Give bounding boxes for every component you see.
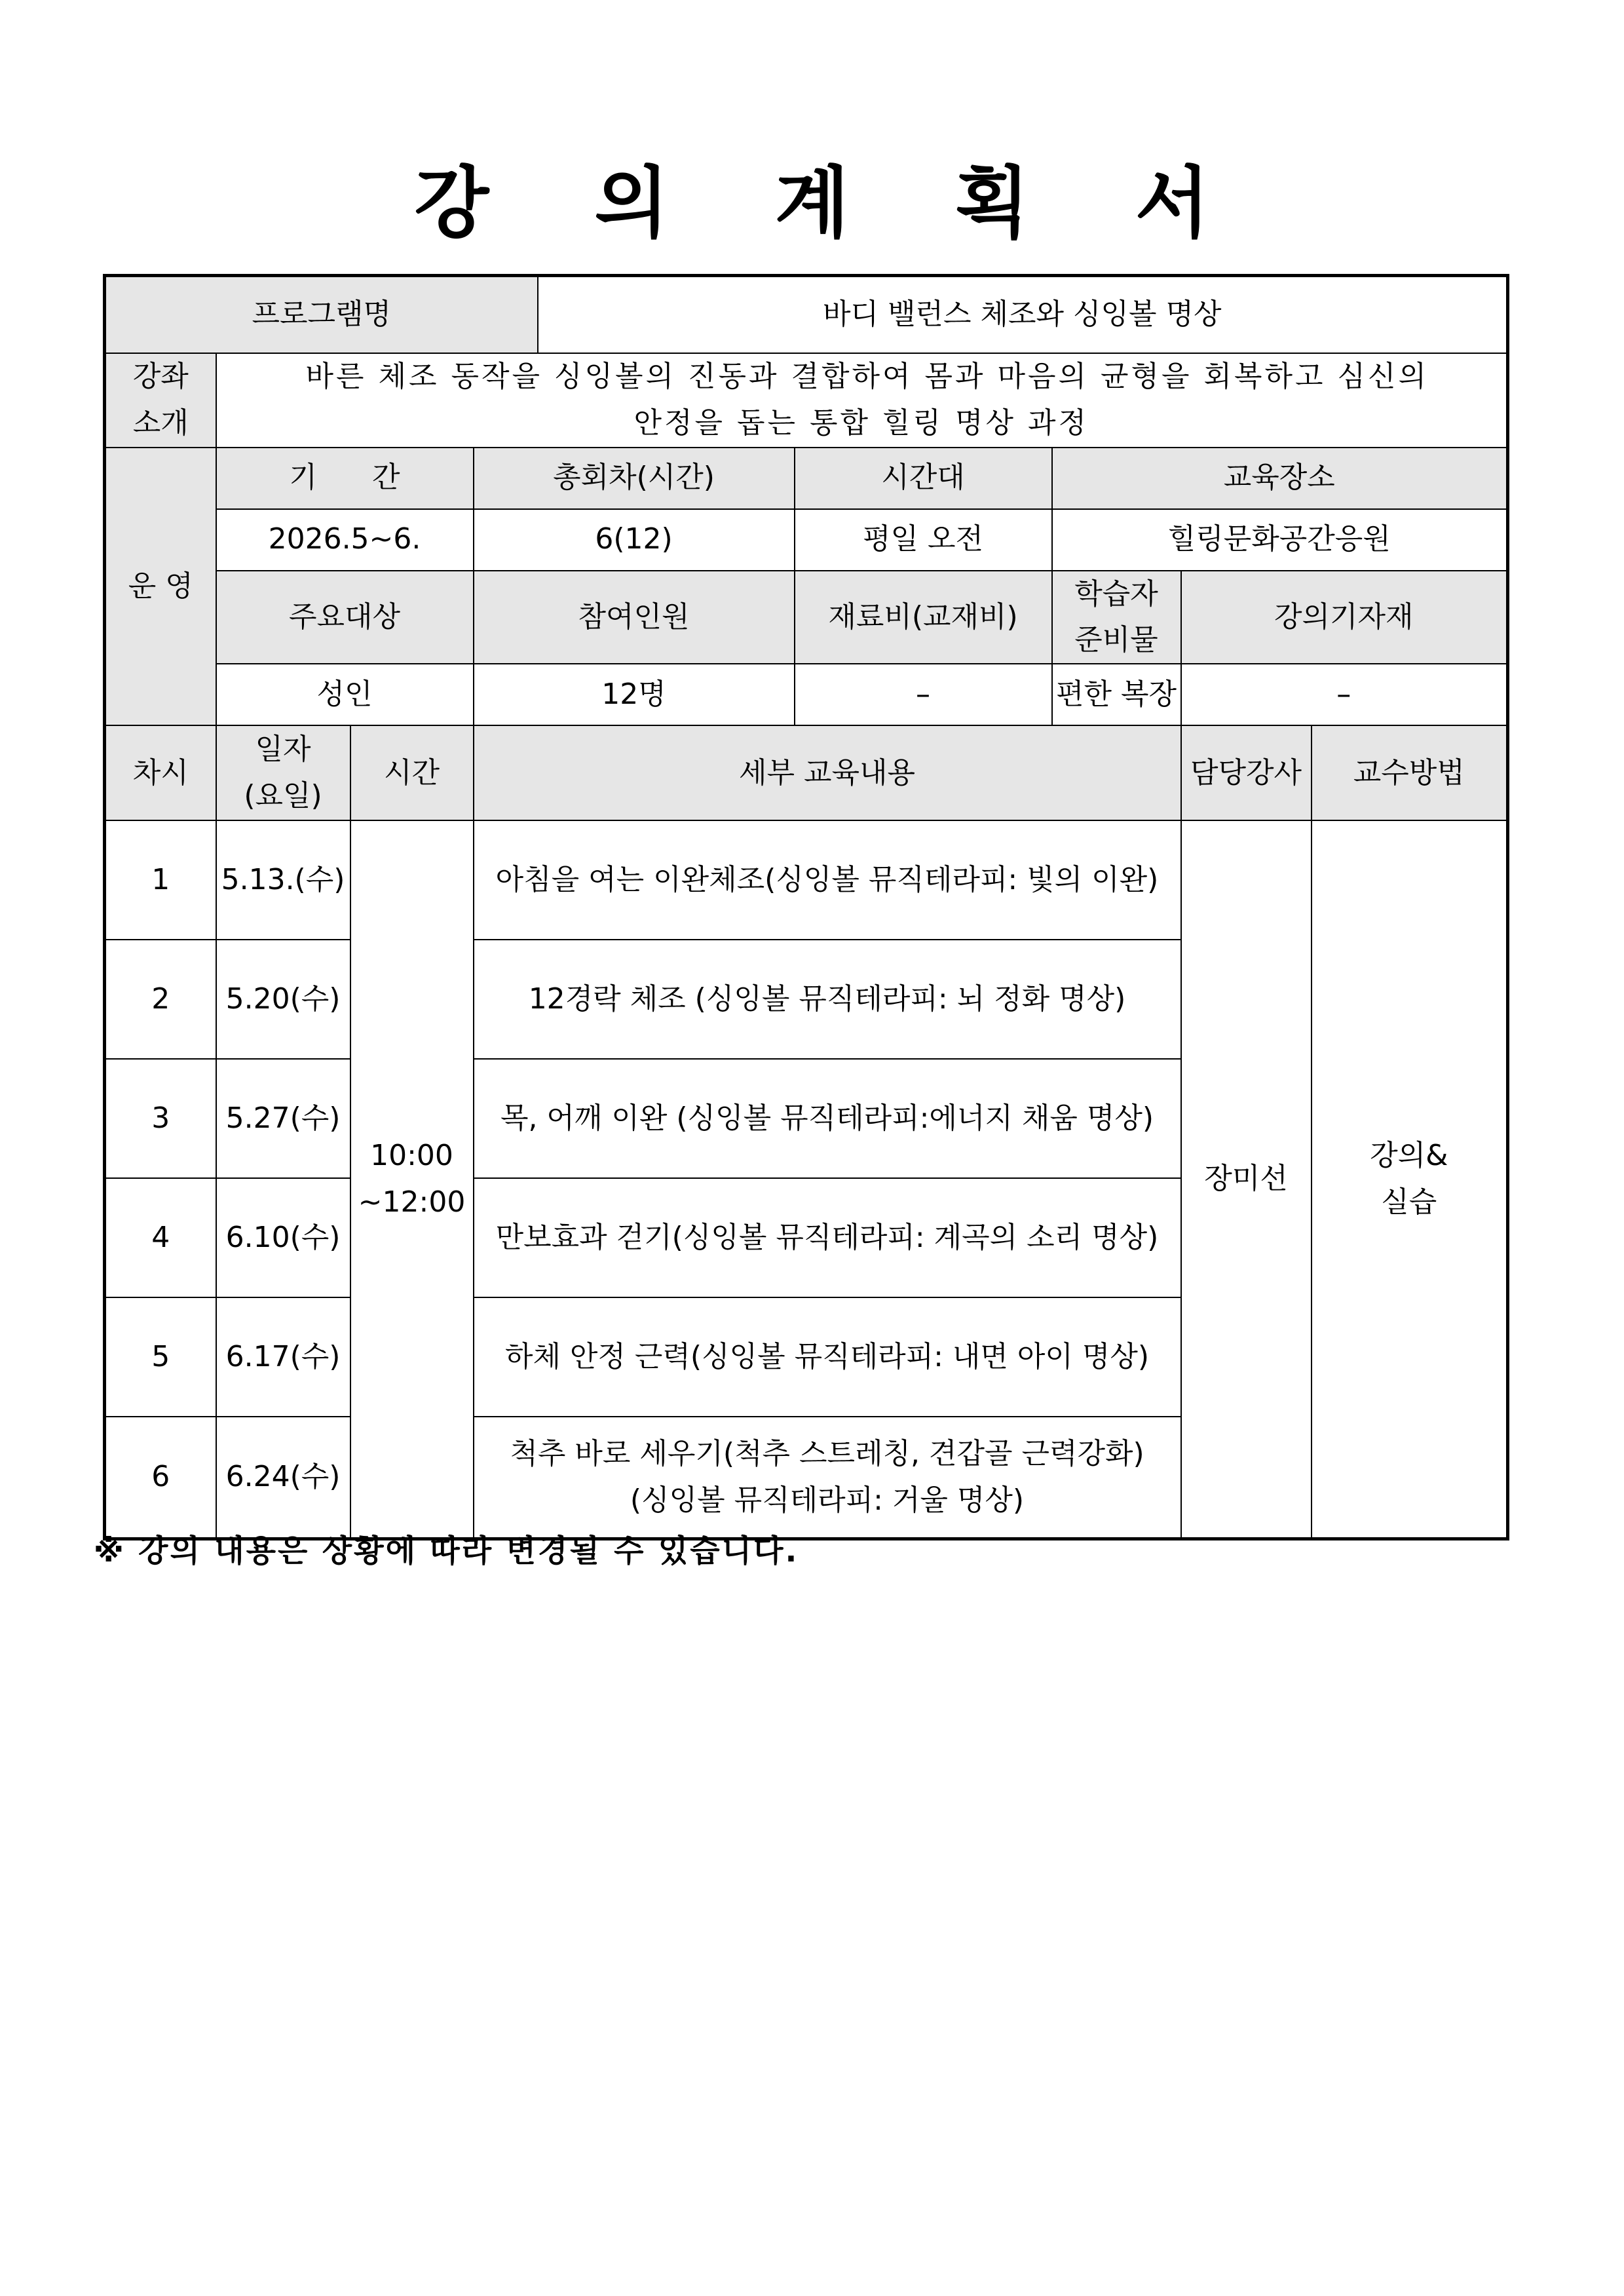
session-date: 6.10(수) (216, 1178, 350, 1297)
session-date: 6.17(수) (216, 1297, 350, 1417)
lecture-plan-table (103, 274, 1509, 1540)
teaching-method (1312, 820, 1508, 1539)
date-header-line2: (요일) (244, 778, 322, 813)
session-time (350, 820, 474, 1539)
equipment-header: 강의기자재 (1181, 571, 1508, 664)
session-number: 6 (105, 1417, 216, 1539)
operation-header-row-2 (105, 571, 1508, 664)
target-value: 성인 (216, 664, 474, 725)
session-number: 3 (105, 1059, 216, 1178)
total-sessions-value: 6(12) (474, 509, 795, 571)
target-header: 주요대상 (216, 571, 474, 664)
operation-value-row-2 (105, 664, 1508, 725)
intro-label-line1: 강좌 (132, 360, 189, 394)
period-header: 기 간 (216, 448, 474, 509)
session-number: 2 (105, 940, 216, 1059)
document-title: 강 의 계 획 서 (414, 158, 1249, 248)
total-sessions-header: 총회차(시간) (474, 448, 795, 509)
session-number: 1 (105, 820, 216, 940)
teaching-method-line2: 실습 (1381, 1185, 1437, 1219)
equipment-value: – (1181, 664, 1508, 725)
program-row (105, 276, 1508, 353)
session-header: 차시 (105, 725, 216, 820)
period-value: 2026.5~6. (216, 509, 474, 571)
participants-header: 참여인원 (474, 571, 795, 664)
learner-supplies-header: 학습자 준비물 (1052, 571, 1181, 664)
learner-supplies-value: 편한 복장 (1052, 664, 1181, 725)
operation-value-row-1 (105, 509, 1508, 571)
participants-value: 12명 (474, 664, 795, 725)
material-fee-value: – (795, 664, 1052, 725)
session-content: 하체 안정 근력(싱잉볼 뮤직테라피: 내면 아이 명상) (474, 1297, 1181, 1417)
schedule-header-row (105, 725, 1508, 820)
table-row (105, 820, 1508, 940)
footnote: ※ 강의 내용은 상황에 따라 변경될 수 있습니다. (94, 1533, 799, 1569)
date-header (216, 725, 350, 820)
instructor-header: 담당강사 (1181, 725, 1312, 820)
session-number: 5 (105, 1297, 216, 1417)
venue-value: 힐링문화공간응원 (1052, 509, 1508, 571)
intro-label-line2: 소개 (132, 406, 189, 440)
session-date: 5.13.(수) (216, 820, 350, 940)
operation-header-row-1 (105, 448, 1508, 509)
instructor-name: 장미선 (1181, 820, 1312, 1539)
time-slot-header: 시간대 (795, 448, 1052, 509)
intro-label (105, 353, 216, 448)
session-number: 4 (105, 1178, 216, 1297)
teaching-method-line1: 강의& (1370, 1139, 1448, 1173)
session-content: 12경락 체조 (싱잉볼 뮤직테라피: 뇌 정화 명상) (474, 940, 1181, 1059)
session-date: 5.20(수) (216, 940, 350, 1059)
intro-line2: 안정을 돕는 통합 힐링 명상 과정 (633, 406, 1089, 440)
session-date: 5.27(수) (216, 1059, 350, 1178)
session-content: 목, 어깨 이완 (싱잉볼 뮤직테라피:에너지 채움 명상) (474, 1059, 1181, 1178)
program-name: 바디 밸런스 체조와 싱잉볼 명상 (538, 276, 1508, 353)
intro-line1: 바른 체조 동작을 싱잉볼의 진동과 결합하여 몸과 마음의 균형을 회복하고 심신의 (293, 360, 1429, 394)
material-fee-header: 재료비(교재비) (795, 571, 1052, 664)
method-header: 교수방법 (1312, 725, 1508, 820)
session-time-line1: 10:00 (370, 1139, 453, 1173)
session-content: 아침을 여는 이완체조(싱잉볼 뮤직테라피: 빛의 이완) (474, 820, 1181, 940)
time-header: 시간 (350, 725, 474, 820)
session-content-line2: (싱잉볼 뮤직테라피: 거울 명상) (630, 1483, 1025, 1517)
session-content (474, 1417, 1181, 1539)
session-time-line2: ~12:00 (358, 1185, 466, 1219)
operation-label: 운 영 (105, 448, 216, 726)
date-header-line1: 일자 (255, 733, 311, 767)
intro-text (216, 353, 1508, 448)
intro-row (105, 353, 1508, 448)
session-content: 만보효과 걷기(싱잉볼 뮤직테라피: 계곡의 소리 명상) (474, 1178, 1181, 1297)
session-content-line1: 척추 바로 세우기(척추 스트레칭, 견갑골 근력강화) (510, 1437, 1144, 1471)
time-slot-value: 평일 오전 (795, 509, 1052, 571)
content-header: 세부 교육내용 (474, 725, 1181, 820)
program-label: 프로그램명 (105, 276, 538, 353)
venue-header: 교육장소 (1052, 448, 1508, 509)
session-date: 6.24(수) (216, 1417, 350, 1539)
